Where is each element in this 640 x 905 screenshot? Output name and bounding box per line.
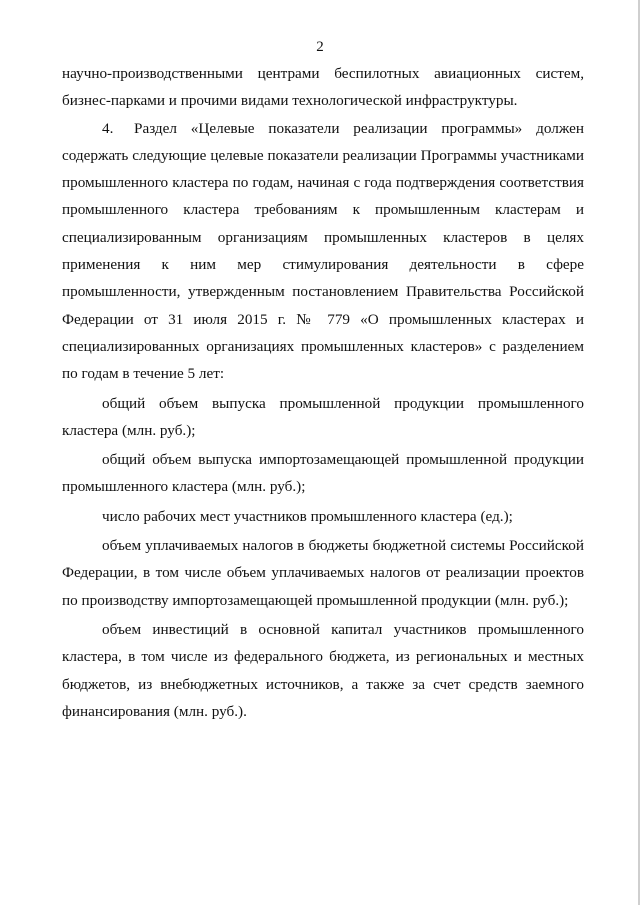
section-4-paragraph [62,115,584,388]
indicator-investment-volume: объем инвестиций в основной капитал участников промышленного кластера, в том числе из федерального бюджета, из региональных и местных бюджетов, из внебюджетных источников, а также за счет средств заемного финансирования (млн. руб.). [62,620,584,720]
paragraph-continuation: научно-производственными центрами беспилотных авиационных систем, бизнес-парками и прочими видами технологической инфраструктуры. [62,65,584,110]
indicator-jobs-count: число рабочих мест участников промышленного кластера (ед.); [102,507,513,525]
indicator-import-substitution-volume: общий объем выпуска импортозамещающей промышленной продукции промышленного кластера (млн. руб.); [62,451,584,496]
item-number: 4. [102,119,114,137]
indicator-output-volume: общий объем выпуска промышленной продукции промышленного кластера (млн. руб.); [62,394,584,439]
page-number: 2 [316,39,324,55]
section-4-text: Раздел «Целевые показатели реализации программы» должен содержать следующие целевые показатели реализации Программы участниками промышленного кластера по годам, начиная с года подтверждения соответствия промышленного кластера требованиям к промышленным кластерам и специализированным организациям промышленных кластеров в целях применения к ним мер стимулирования деятельности в сфере промышленности, утвержденным постановлением Правительства Российской Федерации от 31 июля 2015 г. № 779 «О промышленных кластерах и специализированных организациях промышленных кластеров» с разделением по годам в течение 5 лет: [62,119,584,383]
document-body [62,60,584,725]
indicator-taxes-volume: объем уплачиваемых налогов в бюджеты бюджетной системы Российской Федерации, в том числе объем уплачиваемых налогов от реализации проектов по производству импортозамещающей промышленной продукции (млн. руб.); [62,537,584,609]
